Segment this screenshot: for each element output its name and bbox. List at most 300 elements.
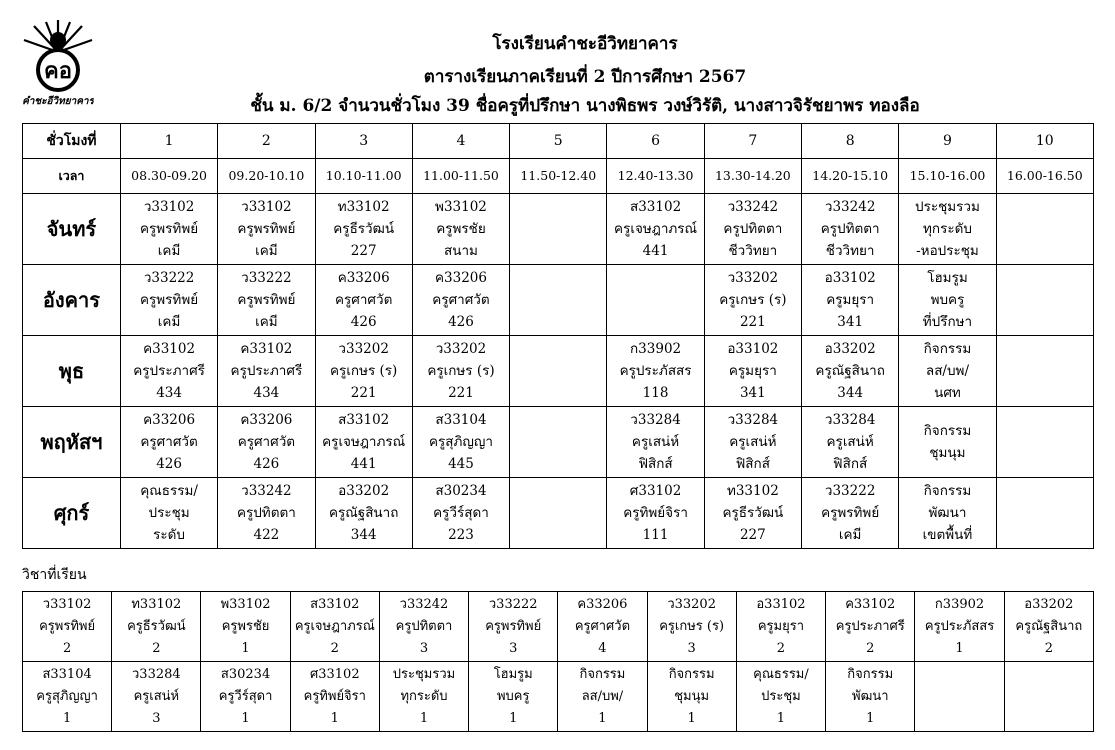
cell-line: ประชุม <box>148 505 190 521</box>
cell-line: 426 <box>350 314 377 330</box>
cell-line: ครูเสน่ห์ <box>729 434 777 450</box>
subject-cell <box>915 662 1004 732</box>
cell-line: ค33102 <box>143 341 196 357</box>
day-name: พุธ <box>23 336 121 407</box>
cell-line: ครูศาศวัต <box>432 292 490 308</box>
cell-line: 1 <box>419 710 429 726</box>
subject-cell <box>469 592 558 662</box>
cell-line: ครูธีรวัฒน์ <box>333 221 395 237</box>
cell-line: พบครู <box>930 292 965 308</box>
cell-line: ครูมยุรา <box>826 292 875 308</box>
class-cell <box>218 407 315 478</box>
cell-line: พัฒนา <box>852 688 889 704</box>
cell-line: ส30234 <box>435 483 487 499</box>
class-cell <box>899 265 996 336</box>
class-cell <box>412 478 509 549</box>
cell-line: ครูเกษร (ร) <box>719 292 787 308</box>
cell-line: ประชุมรวม <box>392 666 456 682</box>
cell-line: ครูวีร์สุดา <box>218 688 273 704</box>
cell-line: ค33206 <box>434 270 487 286</box>
cell-line: 2 <box>62 640 72 656</box>
cell-line: ค33206 <box>240 412 293 428</box>
class-cell <box>120 478 217 549</box>
time-label: เวลา <box>23 159 121 194</box>
cell-line: 3 <box>687 640 696 656</box>
period-number: 9 <box>899 124 996 159</box>
cell-line: 1 <box>776 710 786 726</box>
class-cell <box>218 478 315 549</box>
cell-line: ว33284 <box>824 412 876 428</box>
cell-line: นศท <box>934 385 961 401</box>
cell-line: ครูณัฐสินาถ <box>815 363 885 379</box>
class-cell <box>704 265 801 336</box>
cell-line: ครูทิพย์จิรา <box>303 688 366 704</box>
cell-line: ครูเกษร (ร) <box>330 363 398 379</box>
cell-line: ครูพรชัย <box>221 618 270 634</box>
timetable <box>22 123 1094 549</box>
cell-line: เคมี <box>838 527 862 543</box>
subjects-label: วิชาที่เรียน <box>22 567 87 583</box>
cell-line: ท33102 <box>726 483 779 499</box>
cell-line: ครูศาศวัต <box>237 434 296 450</box>
class-cell <box>899 478 996 549</box>
cell-line: 422 <box>253 527 280 543</box>
cell-line: 1 <box>509 710 518 726</box>
cell-line: 341 <box>837 314 864 330</box>
class-cell <box>802 194 899 265</box>
cell-line: ชีววิทยา <box>728 243 778 259</box>
cell-line: ฟิสิกส์ <box>638 456 673 472</box>
cell-line: ครูพรทิพย์ <box>237 292 296 308</box>
cell-line: ครูเจษฎาภรณ์ <box>322 434 406 450</box>
cell-line: ครูประภาศรี <box>230 363 303 379</box>
class-cell <box>315 407 412 478</box>
school-name: โรงเรียนคำชะอีวิทยาคาร <box>492 34 678 54</box>
cell-line: ส33102 <box>629 199 682 215</box>
cell-line: พบครู <box>496 688 530 704</box>
period-number: 4 <box>412 124 509 159</box>
time-slot: 08.30-09.20 <box>120 159 217 194</box>
class-cell <box>412 336 509 407</box>
cell-line: ประชุม <box>761 688 801 704</box>
cell-line: ครูเสน่ห์ <box>631 434 680 450</box>
class-cell <box>412 407 509 478</box>
class-cell <box>120 407 217 478</box>
cell-line: ครูประภาศรี <box>133 363 205 379</box>
cell-line: ครูสุภิญญา <box>36 688 98 704</box>
class-cell <box>218 265 315 336</box>
period-number: 6 <box>607 124 704 159</box>
subject-cell <box>826 592 915 662</box>
time-slot: 12.40-13.30 <box>607 159 704 194</box>
cell-line: ครูวีร์สุดา <box>433 505 489 521</box>
cell-line: 2 <box>866 640 875 656</box>
cell-line: เขตพื้นที่ <box>922 527 973 543</box>
time-slot: 13.30-14.20 <box>704 159 801 194</box>
cell-line: ว33284 <box>630 412 681 428</box>
cell-line: ฟิสิกส์ <box>735 456 770 472</box>
subject-cell <box>647 662 736 732</box>
cell-line: ว33202 <box>727 270 779 286</box>
cell-line: ครูประภาศรี <box>835 618 905 634</box>
day-name: จันทร์ <box>23 194 121 265</box>
cell-line: ท33102 <box>131 596 182 612</box>
cell-line: ครูประภัสสร <box>924 618 995 634</box>
class-cell <box>510 407 607 478</box>
cell-line: 111 <box>642 527 669 543</box>
cell-line: 441 <box>350 456 377 472</box>
cell-line: ครูมยุรา <box>728 363 777 379</box>
cell-line: ครูเกษร (ร) <box>427 363 495 379</box>
cell-line: เคมี <box>255 314 278 330</box>
class-cell <box>218 336 315 407</box>
cell-line: ครูพรทิพย์ <box>140 221 199 237</box>
class-info: ชั้น ม. 6/2 จำนวนชั่วโมง 39 ชื่อครูที่ปรึกษา นางพิธพร วงษ์วิรัติ, นางสาวจิรัชยาพร ทองลือ <box>250 96 920 116</box>
cell-line: ครูณัฐสินาถ <box>328 505 399 521</box>
cell-line: ครูพรทิพย์ <box>140 292 199 308</box>
cell-line: 221 <box>350 385 377 401</box>
cell-line: กิจกรรม <box>847 666 894 682</box>
cell-line: ว33222 <box>143 270 195 286</box>
cell-line: ครูปทิตตา <box>395 618 453 634</box>
cell-line: ครูเจษฎาภรณ์ <box>294 618 375 634</box>
day-row <box>23 407 1094 478</box>
period-number: 5 <box>510 124 607 159</box>
cell-line: ว33242 <box>727 199 779 215</box>
term-title: ตารางเรียนภาคเรียนที่ 2 ปีการศึกษา 2567 <box>423 67 747 87</box>
cell-line: 426 <box>156 456 182 472</box>
class-cell <box>412 194 509 265</box>
cell-line: กิจกรรม <box>923 341 972 357</box>
cell-line: 2 <box>776 640 786 656</box>
cell-line: ครูพรชัย <box>436 221 486 237</box>
cell-line: ชุมนุม <box>674 688 710 704</box>
cell-line: ศ33102 <box>309 666 360 682</box>
cell-line: ที่ปรึกษา <box>922 314 973 330</box>
cell-line: ครูธีรวัฒน์ <box>127 618 186 634</box>
cell-line: 3 <box>419 640 429 656</box>
cell-line: ครูสุภิญญา <box>428 434 493 450</box>
cell-line: ครูประภัสสร <box>619 363 692 379</box>
cell-line: ก33902 <box>934 596 985 612</box>
day-name: พฤหัสฯ <box>23 407 121 478</box>
day-row <box>23 265 1094 336</box>
cell-line: ครูปทิตตา <box>723 221 783 237</box>
cell-line: 4 <box>598 640 607 656</box>
cell-line: เคมี <box>157 243 181 259</box>
cell-line: ครูพรทิพย์ <box>821 505 880 521</box>
cell-line: ค33102 <box>240 341 293 357</box>
subject-cell <box>736 592 825 662</box>
cell-line: ว33202 <box>338 341 389 357</box>
time-slot: 16.00-16.50 <box>996 159 1093 194</box>
class-cell <box>899 194 996 265</box>
class-cell <box>704 478 801 549</box>
cell-line: ว33284 <box>132 666 181 682</box>
cell-line: 341 <box>739 385 766 401</box>
cell-line: 1 <box>955 640 964 656</box>
class-cell <box>802 265 899 336</box>
cell-line: โฮมรูม <box>493 666 533 682</box>
cell-line: 434 <box>253 385 280 401</box>
cell-line: ส30234 <box>220 666 271 682</box>
class-cell <box>802 407 899 478</box>
subject-cell <box>736 662 825 732</box>
cell-line: 227 <box>350 243 377 259</box>
subject-cell <box>558 662 647 732</box>
cell-line: กิจกรรม <box>668 666 715 682</box>
cell-line: ลส/บพ/ <box>581 688 624 704</box>
time-slot: 11.50-12.40 <box>510 159 607 194</box>
class-cell <box>315 336 412 407</box>
class-cell <box>704 336 801 407</box>
cell-line: คุณธรรม/ <box>753 666 809 682</box>
class-cell <box>996 336 1093 407</box>
cell-line: ว33102 <box>241 199 292 215</box>
subject-cell <box>826 662 915 732</box>
cell-line: ส33104 <box>435 412 487 428</box>
period-number: 7 <box>704 124 801 159</box>
cell-line: ว33222 <box>824 483 876 499</box>
subject-cell <box>1004 662 1093 732</box>
cell-line: ครูเกษร (ร) <box>659 618 725 634</box>
cell-line: ครูพรทิพย์ <box>237 221 296 237</box>
class-cell <box>218 194 315 265</box>
cell-line: ครูปทิตตา <box>236 505 296 521</box>
class-cell <box>607 336 704 407</box>
cell-line: ครูธีรวัฒน์ <box>722 505 784 521</box>
cell-line: 2 <box>1044 640 1053 656</box>
svg-text:คอ: คอ <box>44 58 72 84</box>
cell-line: ว33222 <box>241 270 292 286</box>
cell-line: 1 <box>62 710 72 726</box>
class-cell <box>315 194 412 265</box>
day-row <box>23 336 1094 407</box>
cell-line: 434 <box>156 385 182 401</box>
cell-line: ว33242 <box>399 596 449 612</box>
class-cell <box>510 478 607 549</box>
cell-line: ชุมนุม <box>929 445 966 461</box>
cell-line: 227 <box>739 527 766 543</box>
cell-line: ครูเสน่ห์ <box>826 434 874 450</box>
subject-cell <box>201 662 290 732</box>
cell-line: เคมี <box>157 314 181 330</box>
cell-line: กิจกรรม <box>923 423 972 439</box>
school-logo <box>22 18 94 114</box>
cell-line: ครูพรทิพย์ <box>39 618 96 634</box>
cell-line: พัฒนา <box>928 505 967 521</box>
svg-text:คำชะอีวิทยาคาร: คำชะอีวิทยาคาร <box>22 96 94 107</box>
class-cell <box>315 265 412 336</box>
class-cell <box>120 194 217 265</box>
subject-cell <box>558 592 647 662</box>
cell-line: พ33102 <box>435 199 487 215</box>
cell-line: อ33102 <box>756 596 806 612</box>
class-cell <box>510 265 607 336</box>
cell-line: โฮมรูม <box>927 270 968 286</box>
cell-line: ครูเจษฎาภรณ์ <box>614 221 698 237</box>
period-number: 8 <box>802 124 899 159</box>
cell-line: ศ33102 <box>629 483 682 499</box>
class-cell <box>510 194 607 265</box>
cell-line: ประชุมรวม <box>915 199 980 215</box>
cell-line: กิจกรรม <box>579 666 626 682</box>
class-cell <box>120 336 217 407</box>
cell-line: ครูทิพย์จิรา <box>623 505 688 521</box>
subject-cell <box>1004 592 1093 662</box>
cell-line: อ33202 <box>824 341 876 357</box>
period-number: 1 <box>120 124 217 159</box>
day-name: อังคาร <box>23 265 121 336</box>
class-cell <box>802 336 899 407</box>
subject-cell <box>23 592 112 662</box>
period-number: 2 <box>218 124 315 159</box>
subject-cell <box>112 662 201 732</box>
class-cell <box>996 194 1093 265</box>
class-cell <box>315 478 412 549</box>
cell-line: 1 <box>330 710 339 726</box>
time-slot: 10.10-11.00 <box>315 159 412 194</box>
cell-line: ว33102 <box>143 199 195 215</box>
cell-line: ว33284 <box>727 412 779 428</box>
subject-cell <box>647 592 736 662</box>
class-cell <box>996 478 1093 549</box>
period-number: 3 <box>315 124 412 159</box>
cell-line: 118 <box>642 385 669 401</box>
class-cell <box>899 407 996 478</box>
cell-line: สนาม <box>444 243 478 259</box>
time-slot: 14.20-15.10 <box>802 159 899 194</box>
cell-line: อ33102 <box>727 341 779 357</box>
period-row <box>23 124 1094 159</box>
cell-line: ลส/บพ/ <box>925 363 969 379</box>
subject-cell <box>23 662 112 732</box>
time-slot: 15.10-16.00 <box>899 159 996 194</box>
cell-line: 1 <box>241 640 250 656</box>
cell-line: 3 <box>509 640 518 656</box>
subject-row <box>23 662 1094 732</box>
class-cell <box>412 265 509 336</box>
cell-line: 1 <box>687 710 696 726</box>
cell-line: 426 <box>448 314 474 330</box>
cell-line: ว33202 <box>667 596 716 612</box>
cell-line: ครูศาศวัต <box>574 618 631 634</box>
cell-line: 344 <box>350 527 377 543</box>
period-label: ชั่วโมงที่ <box>23 124 121 159</box>
cell-line: ค33206 <box>577 596 628 612</box>
cell-line: 426 <box>253 456 280 472</box>
cell-line: -หอประชุม <box>916 243 979 259</box>
cell-line: ครูศาศวัต <box>140 434 198 450</box>
subject-row <box>23 592 1094 662</box>
class-cell <box>607 407 704 478</box>
cell-line: ว33222 <box>488 596 538 612</box>
cell-line: ว33202 <box>435 341 487 357</box>
subject-cell <box>201 592 290 662</box>
cell-line: 344 <box>837 385 864 401</box>
cell-line: ครูณัฐสินาถ <box>1015 618 1083 634</box>
class-cell <box>704 407 801 478</box>
cell-line: ส33102 <box>310 596 360 612</box>
cell-line: 223 <box>448 527 474 543</box>
cell-line: ค33206 <box>143 412 196 428</box>
cell-line: ครูมยุรา <box>757 618 805 634</box>
cell-line: ค33102 <box>845 596 896 612</box>
day-row <box>23 478 1094 549</box>
subject-cell <box>469 662 558 732</box>
cell-line: ทุกระดับ <box>923 221 972 237</box>
cell-line: 1 <box>866 710 875 726</box>
subjects-table <box>22 591 1094 732</box>
cell-line: ครูปทิตตา <box>820 221 880 237</box>
cell-line: อ33102 <box>824 270 876 286</box>
cell-line: ส33102 <box>338 412 390 428</box>
cell-line: 1 <box>598 710 607 726</box>
cell-line: ครูเสน่ห์ <box>133 688 180 704</box>
cell-line: ส33104 <box>42 666 92 682</box>
class-cell <box>899 336 996 407</box>
cell-line: ก33902 <box>630 341 682 357</box>
cell-line: ครูศาศวัต <box>335 292 393 308</box>
class-cell <box>996 265 1093 336</box>
cell-line: พ33102 <box>220 596 271 612</box>
cell-line: 2 <box>152 640 161 656</box>
subject-cell <box>112 592 201 662</box>
cell-line: กิจกรรม <box>923 483 972 499</box>
period-number: 10 <box>996 124 1093 159</box>
cell-line: ค33206 <box>337 270 390 286</box>
cell-line: ทุกระดับ <box>400 688 448 704</box>
subject-cell <box>915 592 1004 662</box>
cell-line: อ33202 <box>1024 596 1074 612</box>
time-row <box>23 159 1094 194</box>
cell-line: 2 <box>330 640 339 656</box>
class-cell <box>510 336 607 407</box>
day-name: ศุกร์ <box>23 478 121 549</box>
class-cell <box>607 478 704 549</box>
time-slot: 09.20-10.10 <box>218 159 315 194</box>
cell-line: 441 <box>642 243 669 259</box>
cell-line: เคมี <box>255 243 278 259</box>
cell-line: ว33242 <box>241 483 292 499</box>
cell-line: 3 <box>152 710 161 726</box>
cell-line: ท33102 <box>337 199 390 215</box>
class-cell <box>607 265 704 336</box>
time-slot: 11.00-11.50 <box>412 159 509 194</box>
subject-cell <box>379 592 468 662</box>
cell-line: 221 <box>448 385 474 401</box>
cell-line: อ33202 <box>338 483 390 499</box>
cell-line: 1 <box>241 710 250 726</box>
class-cell <box>120 265 217 336</box>
cell-line: ว33102 <box>42 596 92 612</box>
subject-cell <box>290 662 379 732</box>
cell-line: 221 <box>739 314 766 330</box>
class-cell <box>802 478 899 549</box>
cell-line: 445 <box>448 456 474 472</box>
subject-cell <box>379 662 468 732</box>
class-cell <box>996 407 1093 478</box>
cell-line: คุณธรรม/ <box>140 483 198 499</box>
cell-line: ครูพรทิพย์ <box>485 618 542 634</box>
cell-line: ระดับ <box>153 527 185 543</box>
cell-line: ว33242 <box>824 199 876 215</box>
class-cell <box>704 194 801 265</box>
subject-cell <box>290 592 379 662</box>
class-cell <box>607 194 704 265</box>
cell-line: ชีววิทยา <box>825 243 875 259</box>
day-row <box>23 194 1094 265</box>
